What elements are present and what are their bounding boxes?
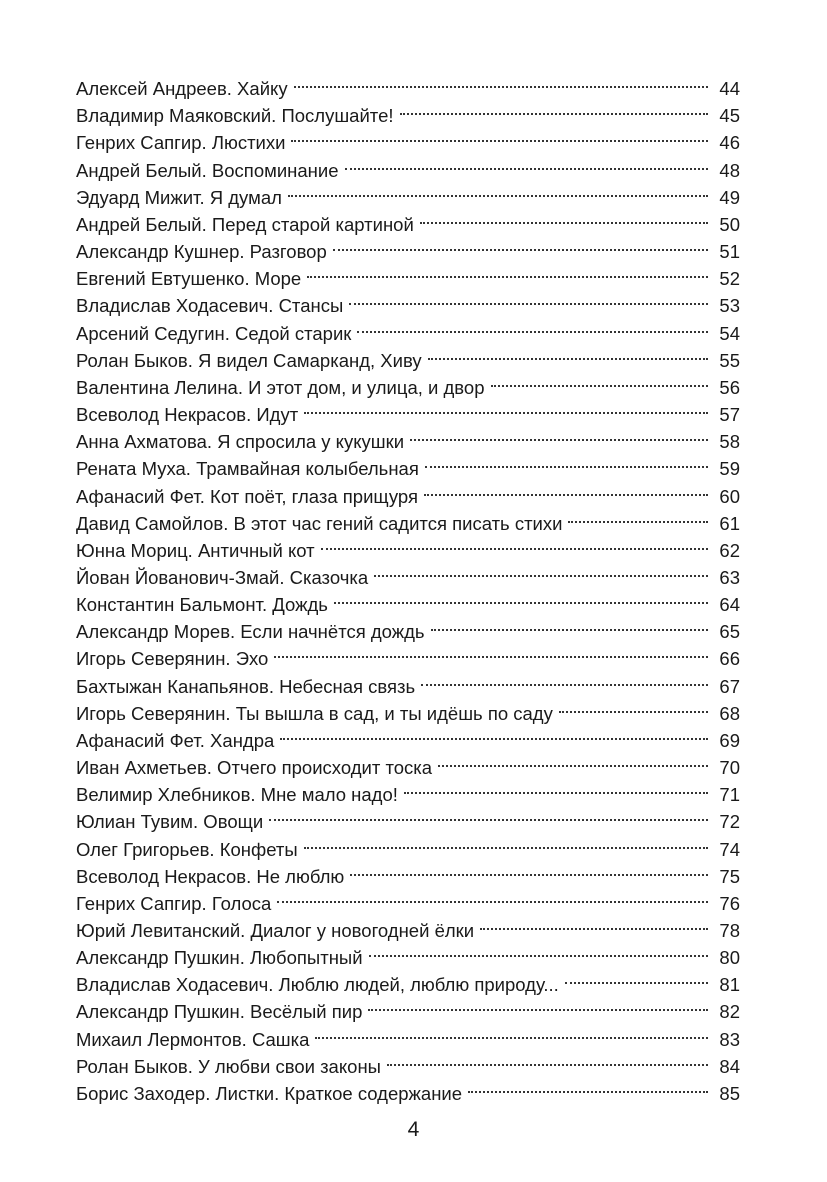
toc-entry-title: Арсений Седугин. Седой старик [76, 322, 352, 344]
toc-entry-title: Игорь Северянин. Ты вышла в сад, и ты идёшь по саду [76, 702, 553, 724]
toc-entry-page: 45 [719, 105, 740, 127]
toc-dot-leader [369, 937, 708, 964]
toc-entry-page: 49 [719, 186, 740, 208]
toc-entry-title: Евгений Евтушенко. Море [76, 268, 302, 290]
toc-entry-page: 67 [719, 675, 740, 697]
toc-entry-title: Всеволод Некрасов. Не люблю [76, 865, 345, 887]
toc-dot-leader [421, 665, 708, 692]
toc-entry-page: 60 [719, 485, 740, 507]
toc-dot-leader [431, 611, 708, 638]
toc-entry-title: Афанасий Фет. Кот поёт, глаза прищуря [76, 485, 418, 507]
toc-dot-leader [350, 856, 708, 883]
toc-dot-leader [559, 693, 708, 720]
toc-entry-page: 82 [719, 1001, 740, 1023]
toc-entry-title: Константин Бальмонт. Дождь [76, 594, 328, 616]
toc-entry-title: Генрих Сапгир. Люстихи [76, 132, 286, 154]
toc-dot-leader [291, 122, 708, 149]
toc-entry-title: Александр Пушкин. Весёлый пир [76, 1001, 363, 1023]
toc-entry-page: 56 [719, 376, 740, 398]
toc-entry-title: Александр Кушнер. Разговор [76, 241, 327, 263]
toc-entry-title: Юрий Левитанский. Диалог у новогодней ёлки [76, 920, 475, 941]
toc-dot-leader [438, 747, 708, 774]
toc-entry-title: Алексей Андреев. Хайку [76, 78, 288, 100]
toc-entry-title: Рената Муха. Трамвайная колыбельная [76, 458, 419, 480]
toc-entry-title: Владимир Маяковский. Послушайте! [76, 105, 394, 127]
toc-entry-title: Ролан Быков. У любви свои законы [76, 1055, 381, 1077]
toc-entry-title: Александр Морев. Если начнётся дождь [76, 621, 425, 643]
toc-entry-page: 57 [719, 404, 740, 426]
toc-dot-leader [425, 448, 708, 475]
toc-entry-page: 58 [719, 431, 740, 453]
toc-dot-leader [420, 204, 708, 231]
toc-entry-page: 55 [719, 349, 740, 371]
toc-entry-page: 70 [719, 757, 740, 779]
toc-entry-page: 71 [719, 784, 740, 806]
toc-entry-page: 66 [719, 648, 740, 670]
toc-dot-leader [368, 991, 708, 1018]
toc-entry-page: 52 [719, 268, 740, 290]
toc-dot-leader [374, 557, 708, 584]
toc-dot-leader [357, 312, 708, 339]
toc-dot-leader [424, 475, 708, 502]
toc-dot-leader [294, 68, 708, 95]
toc-entry-title: Анна Ахматова. Я спросила у кукушки [76, 431, 405, 453]
toc-entry-title: Александр Пушкин. Любопытный [76, 947, 363, 969]
toc-dot-leader [280, 720, 708, 747]
toc-dot-leader [428, 340, 708, 367]
page-number: 4 [407, 1118, 420, 1141]
toc-dot-leader [315, 1018, 708, 1045]
toc-entry-page: 80 [719, 947, 740, 969]
toc-entry-page: 53 [719, 295, 740, 317]
toc-dot-leader [404, 774, 708, 801]
toc-entry-page: 83 [719, 1028, 740, 1050]
toc-entry-title: Андрей Белый. Воспоминание [76, 159, 339, 181]
toc-entry-page: 76 [719, 892, 740, 914]
toc-entry-title: Игорь Северянин. Эхо [76, 648, 269, 670]
toc-entry-title: Йован Йованович-Змай. Сказочка [76, 566, 369, 588]
toc-dot-leader [277, 883, 708, 910]
toc-dot-leader [321, 530, 708, 557]
toc-entry-title: Афанасий Фет. Хандра [76, 729, 275, 751]
toc-dot-leader [568, 503, 708, 530]
toc-entry-title: Генрих Сапгир. Голоса [76, 892, 272, 914]
toc-entry-page: 85 [719, 1082, 740, 1104]
toc-dot-leader [349, 285, 708, 312]
toc-entry[interactable] [76, 68, 740, 100]
toc-entry-page: 72 [719, 811, 740, 833]
toc-entry-page: 51 [719, 241, 740, 263]
toc-dot-leader [400, 95, 709, 122]
toc-entry-title: Юлиан Тувим. Овощи [76, 811, 264, 833]
toc-entry-page: 84 [719, 1055, 740, 1077]
toc-dot-leader [345, 149, 708, 176]
toc-entry-title: Борис Заходер. Листки. Краткое содержание [76, 1082, 463, 1104]
table-of-contents [76, 68, 740, 1104]
toc-dot-leader [274, 638, 708, 665]
toc-entry-page: 75 [719, 865, 740, 887]
toc-entry-title: Олег Григорьев. Конфеты [76, 838, 298, 860]
toc-entry-page: 68 [719, 702, 740, 724]
toc-dot-leader [334, 584, 708, 611]
toc-dot-leader [565, 964, 708, 991]
toc-entry-title: Валентина Лелина. И этот дом, и улица, и двор [76, 376, 485, 398]
toc-entry-title: Велимир Хлебников. Мне мало надо! [76, 784, 398, 806]
toc-entry-title: Иван Ахметьев. Отчего происходит тоска [76, 757, 433, 779]
toc-entry-title: Юнна Мориц. Античный кот [76, 539, 315, 561]
toc-entry-page: 74 [719, 838, 740, 860]
toc-entry-page: 54 [719, 322, 740, 344]
toc-dot-leader [387, 1046, 708, 1073]
toc-dot-leader [304, 828, 708, 855]
toc-entry-page: 48 [719, 159, 740, 181]
toc-dot-leader [304, 394, 708, 421]
toc-dot-leader [468, 1073, 708, 1100]
toc-dot-leader [288, 177, 708, 204]
toc-entry-page: 64 [719, 594, 740, 616]
toc-entry-title: Эдуард Мижит. Я думал [76, 186, 282, 208]
toc-entry-page: 44 [719, 78, 740, 100]
toc-entry-title: Бахтыжан Канапьянов. Небесная связь [76, 675, 416, 697]
toc-entry-page: 65 [719, 621, 740, 643]
toc-entry-page: 78 [719, 920, 740, 941]
toc-dot-leader [480, 910, 708, 937]
toc-entry-page: 69 [719, 729, 740, 751]
toc-entry-page: 46 [719, 132, 740, 154]
toc-entry-page: 63 [719, 566, 740, 588]
toc-dot-leader [307, 258, 708, 285]
toc-entry-page: 59 [719, 458, 740, 480]
toc-entry-title: Давид Самойлов. В этот час гений садится писать стихи [76, 512, 563, 534]
toc-entry-page: 61 [719, 512, 740, 534]
toc-entry-page: 50 [719, 213, 740, 235]
toc-entry-page: 62 [719, 539, 740, 561]
toc-entry-title: Всеволод Некрасов. Идут [76, 404, 299, 426]
toc-entry-title: Михаил Лермонтов. Сашка [76, 1028, 310, 1050]
toc-dot-leader [410, 421, 708, 448]
toc-dot-leader [333, 231, 708, 258]
toc-entry-page: 81 [719, 974, 740, 996]
toc-dot-leader [269, 801, 708, 828]
toc-entry-title: Владислав Ходасевич. Стансы [76, 295, 344, 317]
toc-dot-leader [491, 367, 709, 394]
toc-entry-title: Андрей Белый. Перед старой картиной [76, 213, 414, 235]
toc-entry-title: Владислав Ходасевич. Люблю людей, люблю природу... [76, 974, 559, 996]
toc-entry-title: Ролан Быков. Я видел Самарканд, Хиву [76, 349, 422, 371]
